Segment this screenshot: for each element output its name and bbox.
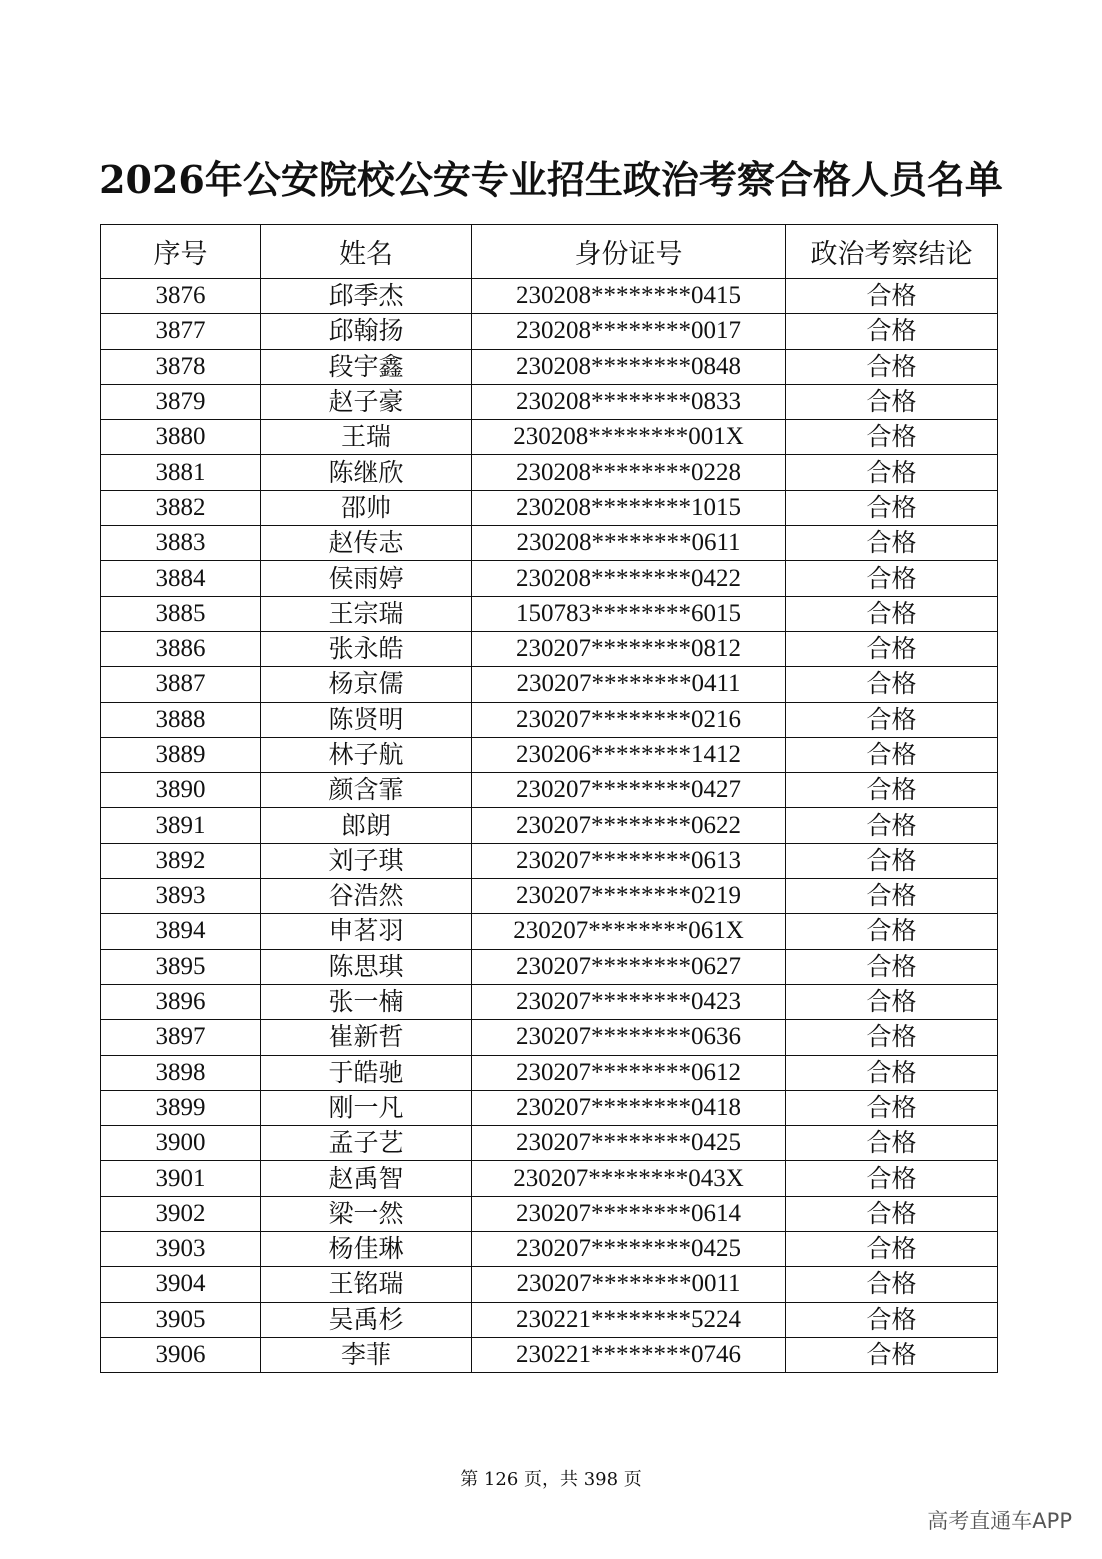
table-row (101, 984, 998, 1019)
name-cell: 于皓驰 (261, 1055, 472, 1090)
id-cell: 230208********0017 (472, 314, 786, 349)
seq-cell: 3881 (101, 455, 261, 490)
name-cell: 赵禹智 (261, 1161, 472, 1196)
result-cell: 合格 (786, 949, 998, 984)
id-cell: 230207********0812 (472, 631, 786, 666)
name-cell: 段宇鑫 (261, 349, 472, 384)
table-row (101, 631, 998, 666)
name-cell: 谷浩然 (261, 879, 472, 914)
name-cell: 刘子琪 (261, 843, 472, 878)
header-name: 姓名 (261, 225, 472, 279)
result-cell: 合格 (786, 631, 998, 666)
seq-cell: 3904 (101, 1267, 261, 1302)
result-cell: 合格 (786, 490, 998, 525)
result-cell: 合格 (786, 314, 998, 349)
name-cell: 邵帅 (261, 490, 472, 525)
page-number: 第 126 页，共 398 页 (460, 1469, 642, 1490)
seq-cell: 3899 (101, 1090, 261, 1125)
table-row (101, 1337, 998, 1372)
name-cell: 梁一然 (261, 1196, 472, 1231)
table-row (101, 1267, 998, 1302)
name-cell: 赵子豪 (261, 384, 472, 419)
id-cell: 230207********0425 (472, 1126, 786, 1161)
seq-cell: 3897 (101, 1020, 261, 1055)
table-row (101, 808, 998, 843)
id-cell: 230207********061X (472, 914, 786, 949)
result-cell: 合格 (786, 737, 998, 772)
result-cell: 合格 (786, 1161, 998, 1196)
id-cell: 230207********0612 (472, 1055, 786, 1090)
result-cell: 合格 (786, 1302, 998, 1337)
seq-cell: 3879 (101, 384, 261, 419)
seq-cell: 3889 (101, 737, 261, 772)
id-cell: 230208********001X (472, 420, 786, 455)
name-cell: 张永皓 (261, 631, 472, 666)
result-cell: 合格 (786, 773, 998, 808)
name-cell: 颜含霏 (261, 773, 472, 808)
name-cell: 申茗羽 (261, 914, 472, 949)
name-cell: 孟子艺 (261, 1126, 472, 1161)
header-row (101, 225, 998, 279)
name-cell: 杨佳琳 (261, 1232, 472, 1267)
result-cell: 合格 (786, 1196, 998, 1231)
seq-cell: 3893 (101, 879, 261, 914)
table-row (101, 1090, 998, 1125)
id-cell: 230207********0418 (472, 1090, 786, 1125)
table-row (101, 1020, 998, 1055)
name-cell: 杨京儒 (261, 667, 472, 702)
id-cell: 230207********0614 (472, 1196, 786, 1231)
id-cell: 230208********0415 (472, 279, 786, 314)
table-row (101, 737, 998, 772)
table-row (101, 279, 998, 314)
seq-cell: 3888 (101, 702, 261, 737)
name-cell: 侯雨婷 (261, 561, 472, 596)
result-cell: 合格 (786, 914, 998, 949)
result-cell: 合格 (786, 984, 998, 1019)
table-row (101, 1196, 998, 1231)
id-cell: 230207********0627 (472, 949, 786, 984)
id-cell: 230207********0636 (472, 1020, 786, 1055)
watermark: 高考直通车APP (927, 1509, 1072, 1533)
table-row (101, 773, 998, 808)
seq-cell: 3887 (101, 667, 261, 702)
id-cell: 230207********0425 (472, 1232, 786, 1267)
header-id: 身份证号 (472, 225, 786, 279)
result-cell: 合格 (786, 384, 998, 419)
id-cell: 230208********0228 (472, 455, 786, 490)
id-cell: 230207********043X (472, 1161, 786, 1196)
name-cell: 赵传志 (261, 526, 472, 561)
id-cell: 230208********0833 (472, 384, 786, 419)
seq-cell: 3901 (101, 1161, 261, 1196)
seq-cell: 3885 (101, 596, 261, 631)
table-row (101, 1055, 998, 1090)
name-cell: 崔新哲 (261, 1020, 472, 1055)
name-cell: 陈继欣 (261, 455, 472, 490)
result-cell: 合格 (786, 1055, 998, 1090)
page-title: 2026年公安院校公安专业招生政治考察合格人员名单 (99, 157, 1003, 202)
header-result: 政治考察结论 (786, 225, 998, 279)
seq-cell: 3892 (101, 843, 261, 878)
id-cell: 230221********5224 (472, 1302, 786, 1337)
name-cell: 陈贤明 (261, 702, 472, 737)
seq-cell: 3905 (101, 1302, 261, 1337)
id-cell: 230207********0423 (472, 984, 786, 1019)
table-row (101, 667, 998, 702)
seq-cell: 3900 (101, 1126, 261, 1161)
table-row (101, 1126, 998, 1161)
name-cell: 王宗瑞 (261, 596, 472, 631)
id-cell: 230208********1015 (472, 490, 786, 525)
name-cell: 王铭瑞 (261, 1267, 472, 1302)
name-cell: 林子航 (261, 737, 472, 772)
result-cell: 合格 (786, 1337, 998, 1372)
result-cell: 合格 (786, 1020, 998, 1055)
name-cell: 邱翰扬 (261, 314, 472, 349)
seq-cell: 3895 (101, 949, 261, 984)
table-row (101, 384, 998, 419)
name-cell: 邱季杰 (261, 279, 472, 314)
result-cell: 合格 (786, 702, 998, 737)
roster-table (100, 224, 998, 1373)
seq-cell: 3877 (101, 314, 261, 349)
table-row (101, 1232, 998, 1267)
result-cell: 合格 (786, 879, 998, 914)
seq-cell: 3884 (101, 561, 261, 596)
result-cell: 合格 (786, 1232, 998, 1267)
table-row (101, 490, 998, 525)
header-seq: 序号 (101, 225, 261, 279)
name-cell: 张一楠 (261, 984, 472, 1019)
seq-cell: 3891 (101, 808, 261, 843)
name-cell: 陈思琪 (261, 949, 472, 984)
id-cell: 230207********0613 (472, 843, 786, 878)
result-cell: 合格 (786, 279, 998, 314)
result-cell: 合格 (786, 1126, 998, 1161)
table-row (101, 561, 998, 596)
table-row (101, 1161, 998, 1196)
id-cell: 230207********0216 (472, 702, 786, 737)
id-cell: 230206********1412 (472, 737, 786, 772)
roster-body (101, 279, 998, 1373)
result-cell: 合格 (786, 1090, 998, 1125)
id-cell: 230207********0622 (472, 808, 786, 843)
table-row (101, 1302, 998, 1337)
seq-cell: 3903 (101, 1232, 261, 1267)
table-row (101, 314, 998, 349)
id-cell: 230207********0427 (472, 773, 786, 808)
result-cell: 合格 (786, 526, 998, 561)
seq-cell: 3882 (101, 490, 261, 525)
result-cell: 合格 (786, 455, 998, 490)
seq-cell: 3902 (101, 1196, 261, 1231)
seq-cell: 3878 (101, 349, 261, 384)
seq-cell: 3876 (101, 279, 261, 314)
result-cell: 合格 (786, 561, 998, 596)
name-cell: 吴禹杉 (261, 1302, 472, 1337)
table-row (101, 702, 998, 737)
table-row (101, 843, 998, 878)
table-row (101, 526, 998, 561)
id-cell: 230208********0611 (472, 526, 786, 561)
seq-cell: 3883 (101, 526, 261, 561)
id-cell: 230207********0219 (472, 879, 786, 914)
result-cell: 合格 (786, 420, 998, 455)
table-row (101, 349, 998, 384)
seq-cell: 3906 (101, 1337, 261, 1372)
table-row (101, 455, 998, 490)
name-cell: 郎朗 (261, 808, 472, 843)
id-cell: 230207********0011 (472, 1267, 786, 1302)
table-row (101, 596, 998, 631)
id-cell: 230208********0848 (472, 349, 786, 384)
table-row (101, 420, 998, 455)
seq-cell: 3894 (101, 914, 261, 949)
name-cell: 王瑞 (261, 420, 472, 455)
name-cell: 李菲 (261, 1337, 472, 1372)
seq-cell: 3890 (101, 773, 261, 808)
seq-cell: 3896 (101, 984, 261, 1019)
table-row (101, 879, 998, 914)
result-cell: 合格 (786, 349, 998, 384)
result-cell: 合格 (786, 808, 998, 843)
id-cell: 230208********0422 (472, 561, 786, 596)
table-row (101, 949, 998, 984)
result-cell: 合格 (786, 667, 998, 702)
name-cell: 刚一凡 (261, 1090, 472, 1125)
seq-cell: 3880 (101, 420, 261, 455)
result-cell: 合格 (786, 596, 998, 631)
table-row (101, 914, 998, 949)
seq-cell: 3898 (101, 1055, 261, 1090)
result-cell: 合格 (786, 843, 998, 878)
id-cell: 230207********0411 (472, 667, 786, 702)
result-cell: 合格 (786, 1267, 998, 1302)
id-cell: 230221********0746 (472, 1337, 786, 1372)
seq-cell: 3886 (101, 631, 261, 666)
id-cell: 150783********6015 (472, 596, 786, 631)
